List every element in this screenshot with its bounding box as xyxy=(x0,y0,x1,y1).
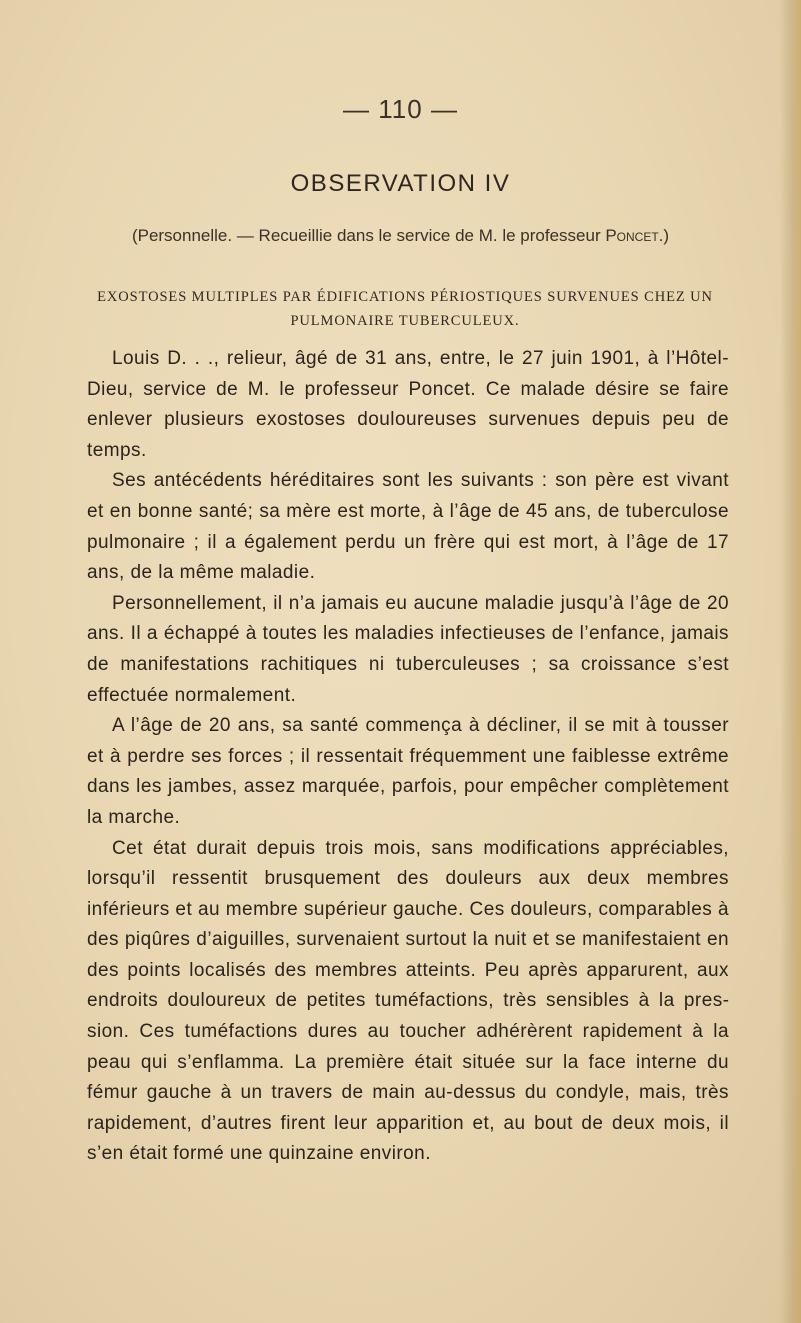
case-heading: EXOSTOSES MULTIPLES PAR ÉDIFICATIONS PÉRIOSTIQUES SURVENUES CHEZ UN PULMONAIRE TUBERCULEUX. xyxy=(97,289,713,329)
subtitle-professor-name: Poncet xyxy=(605,226,659,245)
observation-subtitle xyxy=(0,226,801,246)
page-edge xyxy=(779,0,801,1323)
page-number: — 110 — xyxy=(343,94,458,124)
paragraph: Personnellement, il n’a jamais eu aucune maladie jusqu’à l’âge de 20 ans. Il a échappé à toutes les maladies infectieuses de l’enfance, jamais de manifestations rachitiques ni tuberculeuses ; sa croissance s’est effectuée normalement. xyxy=(87,592,729,706)
case-body xyxy=(87,344,729,1170)
observation-title: OBSERVATION IV xyxy=(290,170,511,197)
subtitle-prefix: (Personnelle. — Recueillie dans le service de M. le professeur xyxy=(131,226,606,245)
paragraph: Louis D. . ., relieur, âgé de 31 ans, entre, le 27 juin 1901, à l’Hôtel-Dieu, service de M. le professeur Poncet. Ce malade désire se faire enlever plusieurs exostoses douloureuses survenues depuis peu de temps. xyxy=(87,348,729,461)
subtitle-suffix: .) xyxy=(658,226,670,245)
paragraph: Cet état durait depuis trois mois, sans modifications appréciables, lorsqu’il ressentit brusquement des douleurs aux deux membres inférieurs et au membre supérieur gauche. Ces douleurs, comparables à des piqûres d’aiguilles, survenaient surtout la nuit et se manifestaient en des points localisés des membres atteints. Peu après apparurent, aux endroits douloureux de petites tuméfactions, très sensibles à la pression. Ces tuméfactions dures au toucher adhérèrent rapidement à la peau qui s’enflamma. La première était située sur la face interne du fémur gauche à un travers de main au-dessus du condyle, mais, très rapidement, d’autres firent leur apparition et, au bout de deux mois, il s’en était formé une quinzaine environ. xyxy=(87,837,729,1165)
paragraph: A l’âge de 20 ans, sa santé commença à décliner, il se mit à tousser et à perdre ses forces ; il ressentait fréquemment une faiblesse extrême dans les jambes, assez marquée, parfois, pour empêcher complètement la marche. xyxy=(87,715,729,828)
paragraph: Ses antécédents héréditaires sont les suivants : son père est vivant et en bonne santé; sa mère est morte, à l’âge de 45 ans, de tuberculose pulmonaire ; il a également perdu un frère qui est mort, à l’âge de 17 ans, de la même maladie. xyxy=(87,470,729,584)
